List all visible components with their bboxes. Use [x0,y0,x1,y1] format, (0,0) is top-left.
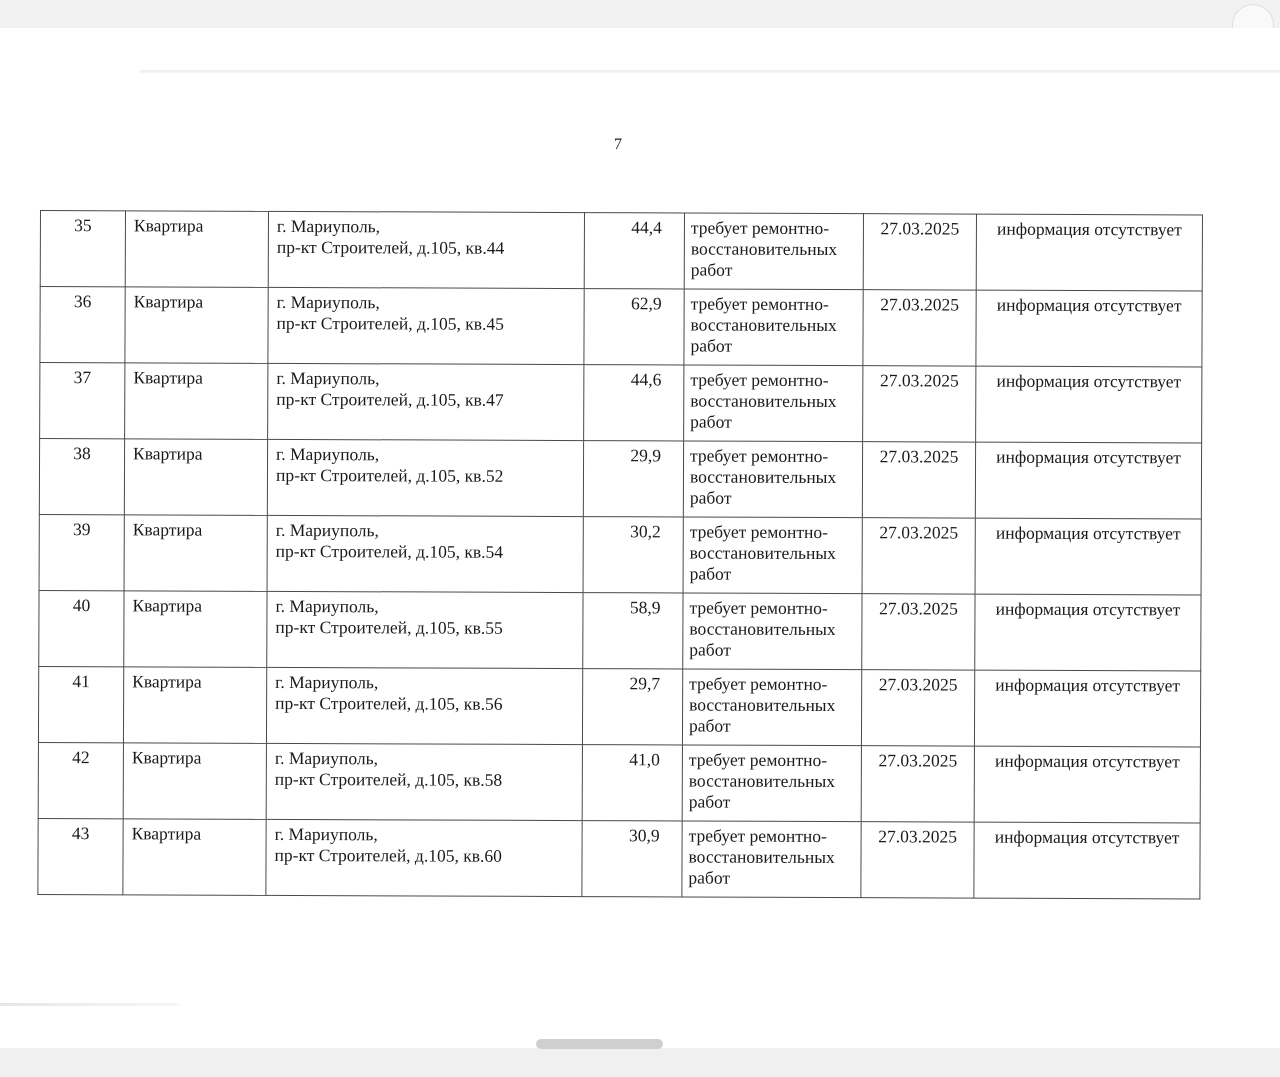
address-cell [266,819,582,896]
condition-cell [682,745,861,822]
area-cell [584,365,684,441]
property-type-cell [123,819,266,896]
info-cell [974,746,1200,823]
property-type-cell [124,515,267,592]
info-cell [974,822,1200,899]
condition-text: работ [688,867,731,888]
condition-text: требует ремонтно- [689,673,828,695]
home-indicator[interactable] [536,1039,663,1049]
table-row [38,742,1200,822]
address-text: г. Мариуполь, [275,595,379,617]
info-cell [976,214,1202,291]
row-number-cell [39,590,124,666]
property-type-text: Квартира [132,519,203,540]
address-text: пр-кт Строителей, д.105, кв.58 [274,768,503,790]
info-cell [974,670,1200,747]
condition-text: требует ремонтно- [690,369,829,391]
area-cell [583,441,683,517]
address-text: пр-кт Строителей, д.105, кв.55 [275,616,503,638]
viewer-top-strip [0,0,1280,28]
area-text: 44,4 [631,217,662,238]
address-text: пр-кт Строителей, д.105, кв.47 [276,388,504,410]
address-cell [267,439,583,516]
row-number-text: 36 [73,291,92,312]
property-type-text: Квартира [133,291,204,312]
date-cell [861,746,974,822]
info-text: информация отсутствует [995,674,1181,696]
date-cell [861,822,974,898]
address-text: г. Мариуполь, [275,519,379,541]
row-number-cell [40,287,125,363]
address-cell [267,591,583,668]
info-text: информация отсутствует [995,598,1181,620]
date-cell [861,670,974,746]
row-number-text: 37 [73,367,92,388]
table-row [40,363,1202,443]
property-type-cell [124,591,267,668]
area-cell [582,821,682,897]
condition-text: восстановительных [690,238,838,260]
condition-cell [683,593,862,670]
address-text: пр-кт Строителей, д.105, кв.56 [275,692,503,714]
row-number-text: 35 [74,215,92,236]
date-text: 27.03.2025 [879,370,959,391]
table-body [38,211,1203,899]
date-text: 27.03.2025 [880,218,960,239]
row-number-text: 40 [72,595,91,616]
address-text: г. Мариуполь, [276,443,380,465]
table-row [40,211,1202,291]
property-type-text: Квартира [131,747,202,768]
scan-artifact-line-bottom [0,1003,180,1006]
condition-cell [684,365,863,442]
area-cell [584,213,684,289]
address-text: г. Мариуполь, [276,291,380,313]
row-number-cell [38,818,123,894]
area-cell [582,669,682,745]
condition-text: восстановительных [688,846,835,868]
row-number-text: 39 [72,519,91,540]
info-text: информация отсутствует [995,522,1181,544]
property-type-text: Квартира [133,215,204,236]
condition-text: работ [690,259,733,280]
condition-text: требует ремонтно- [690,293,829,315]
row-number-cell [38,742,123,818]
condition-text: работ [689,563,732,584]
area-cell [582,745,682,821]
info-text: информация отсутствует [994,750,1180,772]
info-cell [976,366,1202,443]
property-type-cell [123,667,266,744]
property-type-cell [125,211,268,288]
address-text: пр-кт Строителей, д.105, кв.45 [276,312,504,334]
condition-text: работ [688,791,731,812]
area-cell [584,289,684,365]
condition-text: восстановительных [689,694,836,716]
property-table [37,210,1203,899]
condition-text: работ [689,639,731,660]
table-row [39,439,1201,519]
info-text: информация отсутствует [996,294,1182,316]
property-type-cell [124,439,267,516]
info-cell [975,518,1201,595]
date-cell [863,214,976,290]
info-text: информация отсутствует [996,370,1182,392]
row-number-cell [40,363,125,439]
area-text: 29,9 [630,445,662,466]
scan-artifact-line [140,70,1280,73]
document-page [0,28,1280,1048]
condition-text: требует ремонтно- [688,825,827,847]
address-text: пр-кт Строителей, д.105, кв.52 [275,464,504,486]
row-number-text: 41 [72,671,90,692]
info-text: информация отсутствует [997,218,1182,240]
info-cell [975,442,1201,519]
address-cell [266,743,582,820]
date-cell [862,442,975,518]
area-text: 58,9 [629,597,661,618]
info-text: информация отсутствует [994,826,1180,848]
address-cell [268,363,584,440]
condition-cell [684,213,863,290]
condition-cell [684,289,863,366]
row-number-text: 38 [73,443,91,464]
area-text: 41,0 [629,749,660,770]
date-text: 27.03.2025 [880,294,960,315]
condition-text: работ [690,411,732,432]
area-text: 44,6 [630,369,662,390]
date-cell [862,594,975,670]
date-text: 27.03.2025 [879,446,959,467]
condition-text: работ [690,335,733,356]
condition-text: восстановительных [688,770,836,792]
table-row [39,590,1201,670]
property-type-cell [125,363,268,440]
area-cell [583,593,683,669]
area-text: 30,2 [630,521,661,542]
info-cell [975,594,1201,671]
condition-cell [683,441,862,518]
property-type-cell [125,287,268,364]
area-text: 30,9 [628,825,660,846]
table-row [38,818,1200,898]
address-text: г. Мариуполь, [275,671,379,693]
area-text: 29,7 [629,673,661,694]
address-text: г. Мариуполь, [274,823,378,845]
viewer-bottom-bar [0,1048,1280,1077]
condition-cell [682,821,861,898]
date-text: 27.03.2025 [878,674,958,695]
condition-text: работ [689,487,732,508]
area-text: 62,9 [630,293,662,314]
condition-text: требует ремонтно- [688,749,828,771]
date-cell [863,290,976,366]
address-cell [268,211,584,288]
condition-text: восстановительных [690,390,837,412]
area-cell [583,517,683,593]
property-type-cell [123,743,266,820]
condition-text: работ [688,715,731,736]
condition-text: требует ремонтно- [689,597,828,619]
date-cell [862,518,975,594]
condition-text: требует ремонтно- [689,521,829,543]
address-text: пр-кт Строителей, д.105, кв.54 [275,540,504,562]
property-type-text: Квартира [132,595,203,616]
condition-text: требует ремонтно- [690,217,830,239]
date-text: 27.03.2025 [879,522,959,543]
condition-text: восстановительных [689,618,836,640]
row-number-cell [39,439,124,515]
property-type-text: Квартира [131,823,202,844]
info-text: информация отсутствует [996,446,1181,468]
page-number: 7 [614,136,622,153]
condition-text: восстановительных [690,314,837,336]
condition-cell [682,669,861,746]
address-cell [267,515,583,592]
condition-text: восстановительных [689,542,836,564]
address-text: г. Мариуполь, [276,367,380,389]
address-text: пр-кт Строителей, д.105, кв.44 [276,236,505,258]
row-number-text: 43 [71,823,90,844]
info-cell [976,290,1202,367]
address-text: г. Мариуполь, [276,215,381,237]
address-text: пр-кт Строителей, д.105, кв.60 [274,844,502,866]
condition-text: восстановительных [689,466,837,488]
table-row [39,514,1201,594]
condition-cell [683,517,862,594]
property-type-text: Квартира [133,367,203,388]
row-number-cell [40,211,125,287]
row-number-cell [39,514,124,590]
table-row [40,287,1202,367]
property-type-text: Квартира [132,671,202,692]
property-type-text: Квартира [133,443,203,464]
condition-text: требует ремонтно- [690,445,829,467]
date-cell [863,366,976,442]
row-number-cell [38,666,123,742]
row-number-text: 42 [72,747,90,768]
address-text: г. Мариуполь, [274,747,379,769]
address-cell [268,287,584,364]
date-text: 27.03.2025 [878,750,958,771]
date-text: 27.03.2025 [878,826,958,847]
table-row [38,666,1200,746]
address-cell [266,667,582,744]
date-text: 27.03.2025 [879,598,958,619]
